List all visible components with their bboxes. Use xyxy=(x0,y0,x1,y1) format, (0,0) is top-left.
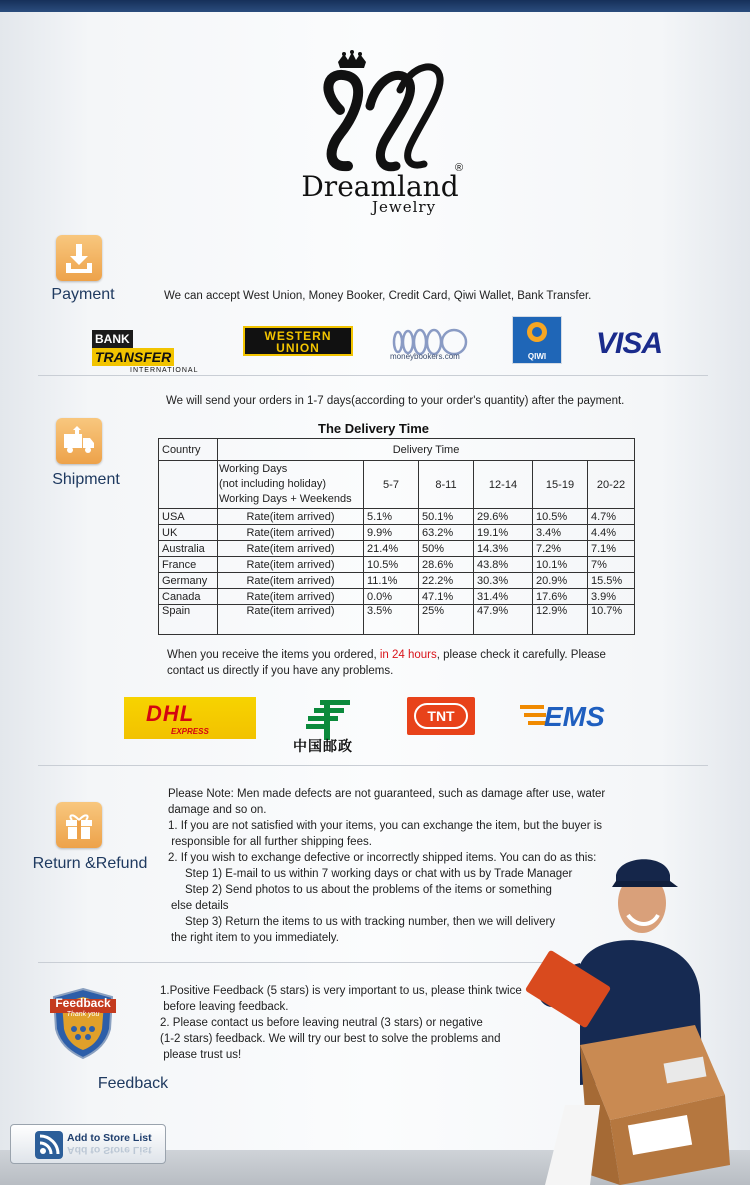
bank-logo-part-b: TRANSFER xyxy=(92,348,174,366)
delivery-table xyxy=(158,438,635,635)
refund-line: Step 3) Return the items to us with tracking number, then we will delivery xyxy=(185,916,556,928)
value-cell: 47.1% xyxy=(419,589,474,605)
feedback-line: 1.Positive Feedback (5 stars) is very important to us, please think twice xyxy=(160,985,522,997)
value-cell: 43.8% xyxy=(474,557,533,573)
value-cell: 29.6% xyxy=(474,509,533,525)
badge-text-a: Feedback xyxy=(55,996,111,1010)
refund-line: the right item to you immediately. xyxy=(171,932,339,944)
value-cell: 4.4% xyxy=(588,525,635,541)
feedback-text xyxy=(160,983,560,1063)
range-cell: 12-14 xyxy=(474,461,533,509)
receive-note-a: When you receive the items you ordered, xyxy=(167,649,380,661)
qiwi-logo xyxy=(512,316,562,364)
value-cell: 28.6% xyxy=(419,557,474,573)
value-cell: 50.1% xyxy=(419,509,474,525)
country-cell: Canada xyxy=(159,589,218,605)
value-cell: 10.5% xyxy=(533,509,588,525)
country-cell: France xyxy=(159,557,218,573)
feedback-line: 2. Please contact us before leaving neutral (3 stars) or negative xyxy=(160,1017,483,1029)
note-line-c: Working Days + Weekends xyxy=(219,493,352,505)
dhl-sub: EXPRESS xyxy=(171,727,209,736)
table-row xyxy=(159,525,635,541)
rate-label-cell: Rate(item arrived) xyxy=(218,557,364,573)
refund-line: Step 2) Send photos to us about the problems of the items or something xyxy=(185,884,552,896)
dhl-logo xyxy=(124,697,256,739)
refund-line: responsible for all further shipping fees. xyxy=(168,836,372,848)
value-cell: 11.1% xyxy=(364,573,419,589)
value-cell: 3.9% xyxy=(588,589,635,605)
qiwi-text: QIWI xyxy=(527,352,547,361)
top-bar xyxy=(0,0,750,12)
truck-icon xyxy=(56,418,102,464)
value-cell: 22.2% xyxy=(419,573,474,589)
range-cell: 20-22 xyxy=(588,461,635,509)
rate-label-cell: Rate(item arrived) xyxy=(218,525,364,541)
divider xyxy=(38,765,708,766)
shipment-text: We will send your orders in 1-7 days(according to your order's quantity) after the payment. xyxy=(166,395,625,407)
wu-line-b: UNION xyxy=(276,341,320,355)
rate-label-cell: Rate(item arrived) xyxy=(218,605,364,635)
value-cell: 3.4% xyxy=(533,525,588,541)
dhl-text: DHL xyxy=(146,701,195,726)
rate-label-cell: Rate(item arrived) xyxy=(218,573,364,589)
country-cell: Australia xyxy=(159,541,218,557)
note-line-b: (not including holiday) xyxy=(219,478,327,490)
country-cell: Spain xyxy=(159,605,218,635)
value-cell: 0.0% xyxy=(364,589,419,605)
value-cell: 10.7% xyxy=(588,605,635,635)
value-cell: 25% xyxy=(419,605,474,635)
value-cell: 4.7% xyxy=(588,509,635,525)
brand-sub: Jewelry xyxy=(372,198,437,216)
ems-logo xyxy=(520,701,614,733)
receive-note-red: in 24 hours xyxy=(379,649,437,661)
value-cell: 47.9% xyxy=(474,605,533,635)
receive-note-c: contact us directly if you have any problems. xyxy=(167,665,394,677)
refund-line: Step 1) E-mail to us within 7 working days or chat with us by Trade Manager xyxy=(185,868,573,880)
store-list-label-reflection: Add to Store List xyxy=(67,1144,152,1156)
bank-transfer-logo xyxy=(92,330,204,374)
value-cell: 12.9% xyxy=(533,605,588,635)
empty-cell xyxy=(159,461,218,509)
bank-logo-part-c: INTERNATIONAL xyxy=(130,367,199,374)
delivery-man-icon xyxy=(520,845,750,1185)
gift-icon xyxy=(56,802,102,848)
refund-line: 2. If you wish to exchange defective or incorrectly shipped items. You can do as this: xyxy=(168,852,597,864)
refund-line: 1. If you are not satisfied with your items, you can exchange the item, but the buyer is xyxy=(168,820,603,832)
value-cell: 19.1% xyxy=(474,525,533,541)
value-cell: 7.2% xyxy=(533,541,588,557)
value-cell: 5.1% xyxy=(364,509,419,525)
value-cell: 50% xyxy=(419,541,474,557)
rate-label-cell: Rate(item arrived) xyxy=(218,541,364,557)
value-cell: 63.2% xyxy=(419,525,474,541)
visa-logo: VISA xyxy=(596,327,663,360)
wu-line-a: WESTERN xyxy=(264,329,332,343)
divider xyxy=(38,962,548,963)
payment-label: Payment xyxy=(51,286,115,303)
payment-text: We can accept West Union, Money Booker, Credit Card, Qiwi Wallet, Bank Transfer. xyxy=(164,290,592,302)
value-cell: 14.3% xyxy=(474,541,533,557)
header-delivery-time: Delivery Time xyxy=(218,439,635,461)
refund-line: Please Note: Men made defects are not guaranteed, such as damage after use, water xyxy=(168,788,606,800)
rate-label-cell: Rate(item arrived) xyxy=(218,589,364,605)
feedback-line: (1-2 stars) feedback. We will try our best to solve the problems and xyxy=(160,1033,501,1045)
bank-logo-part-a: BANK xyxy=(92,330,133,348)
delivery-table-title: The Delivery Time xyxy=(318,421,430,436)
rate-label-cell: Rate(item arrived) xyxy=(218,509,364,525)
registered-mark: ® xyxy=(455,162,464,174)
value-cell: 3.5% xyxy=(364,605,419,635)
china-post-text: 中国邮政 xyxy=(293,738,353,754)
header-country: Country xyxy=(159,439,218,461)
feedback-label: Feedback xyxy=(97,1075,169,1092)
value-cell: 7% xyxy=(588,557,635,573)
receive-note xyxy=(167,647,647,679)
table-row xyxy=(159,541,635,557)
table-row xyxy=(159,573,635,589)
range-cell: 8-11 xyxy=(419,461,474,509)
tnt-text: TNT xyxy=(414,703,468,729)
rss-icon xyxy=(35,1131,63,1159)
range-cell: 15-19 xyxy=(533,461,588,509)
refund-label: Return &Refund xyxy=(32,855,148,872)
table-row xyxy=(159,605,635,635)
value-cell: 21.4% xyxy=(364,541,419,557)
tnt-logo xyxy=(407,697,475,735)
shipment-label: Shipment xyxy=(52,471,120,488)
table-row xyxy=(159,589,635,605)
receive-note-b: , please check it carefully. Please xyxy=(436,649,606,661)
country-cell: USA xyxy=(159,509,218,525)
feedback-line: please trust us! xyxy=(160,1049,242,1061)
value-cell: 10.1% xyxy=(533,557,588,573)
western-union-logo xyxy=(243,326,353,356)
download-icon xyxy=(56,235,102,281)
qiwi-icon xyxy=(513,317,561,347)
add-to-store-list-button[interactable] xyxy=(10,1124,166,1164)
store-list-label: Add to Store List xyxy=(67,1132,152,1144)
value-cell: 30.3% xyxy=(474,573,533,589)
badge-text-b: Thank you xyxy=(66,1011,100,1018)
divider xyxy=(38,375,708,376)
ems-text: EMS xyxy=(544,701,605,732)
value-cell: 7.1% xyxy=(588,541,635,557)
range-cell: 5-7 xyxy=(364,461,419,509)
table-row xyxy=(159,557,635,573)
value-cell: 9.9% xyxy=(364,525,419,541)
value-cell: 10.5% xyxy=(364,557,419,573)
value-cell: 15.5% xyxy=(588,573,635,589)
country-cell: Germany xyxy=(159,573,218,589)
note-line-a: Working Days xyxy=(219,463,288,475)
value-cell: 17.6% xyxy=(533,589,588,605)
country-cell: UK xyxy=(159,525,218,541)
brand-name: Dreamland xyxy=(301,170,459,203)
value-cell: 31.4% xyxy=(474,589,533,605)
working-days-note xyxy=(218,461,364,509)
moneybookers-text: moneybookers.com xyxy=(390,352,460,361)
feedback-line: before leaving feedback. xyxy=(160,1001,289,1013)
value-cell: 20.9% xyxy=(533,573,588,589)
refund-line: damage and so on. xyxy=(168,804,267,816)
refund-line: else details xyxy=(171,900,229,912)
table-row xyxy=(159,509,635,525)
